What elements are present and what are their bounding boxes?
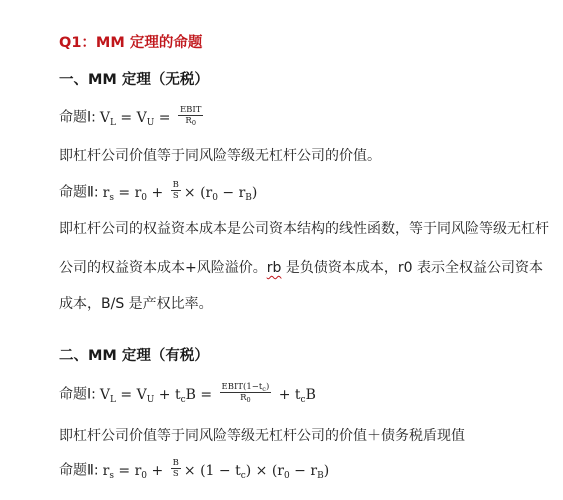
formula: $V_L = V_U + t_cB$ = $\frac{EBIT(1-t_c)}{R_0}$ + $t_cB$ xyxy=(99,382,316,405)
formula: $r_s = r_0$ + $\frac{B}{S}$ × $(r_0 - r_B)$ xyxy=(102,180,258,203)
section2-proposition-1-explanation: 即杠杆公司价值等于同风险等级无杠杆公司的价值＋债务税盾现值 xyxy=(59,428,465,444)
section2-proposition-2 xyxy=(59,460,329,481)
proposition-label: 命题Ⅰ: xyxy=(59,386,96,403)
section2-heading: 二、MM 定理（有税） xyxy=(59,348,209,364)
section1-proposition-2-explanation-line3: 成本，B/S 是产权比率。 xyxy=(59,296,213,312)
fraction: $\frac{B}{S}$ xyxy=(172,180,179,201)
fraction: $\frac{\text{EBIT}}{R_0}$ xyxy=(179,105,202,127)
section1-heading: 一、MM 定理（无税） xyxy=(59,72,209,88)
section1-proposition-2-explanation-line1: 即杠杆公司的权益资本成本是公司资本结构的线性函数，等于同风险等级无杠杆 xyxy=(59,221,549,237)
spellcheck-underlined-term: rb xyxy=(266,260,282,276)
fraction: $\frac{B}{S}$ xyxy=(172,458,179,479)
formula: $V_L = V_U$ = $\frac{\text{EBIT}}{R_0}$ xyxy=(99,105,202,128)
section1-proposition-2-explanation-line2: 公司的权益资本成本+风险溢价。rb 是负债资本成本，r0 表示全权益公司资本 xyxy=(59,260,543,276)
section1-proposition-1-explanation: 即杠杆公司价值等于同风险等级无杠杆公司的价值。 xyxy=(59,148,381,164)
section1-proposition-2 xyxy=(59,182,257,203)
fraction: $\frac{EBIT(1-t_c)}{R_0}$ xyxy=(221,382,270,404)
section2-proposition-1 xyxy=(59,384,316,405)
formula: $r_s = r_0$ + $\frac{B}{S}$ × $(1 - t_c) \times (r_0 - r_B)$ xyxy=(102,458,330,481)
proposition-label: 命题Ⅱ: xyxy=(59,462,99,479)
proposition-label: 命题Ⅱ: xyxy=(59,184,99,201)
section1-proposition-1 xyxy=(59,107,206,128)
proposition-label: 命题Ⅰ: xyxy=(59,109,96,126)
question-title: Q1：MM 定理的命题 xyxy=(59,35,203,51)
